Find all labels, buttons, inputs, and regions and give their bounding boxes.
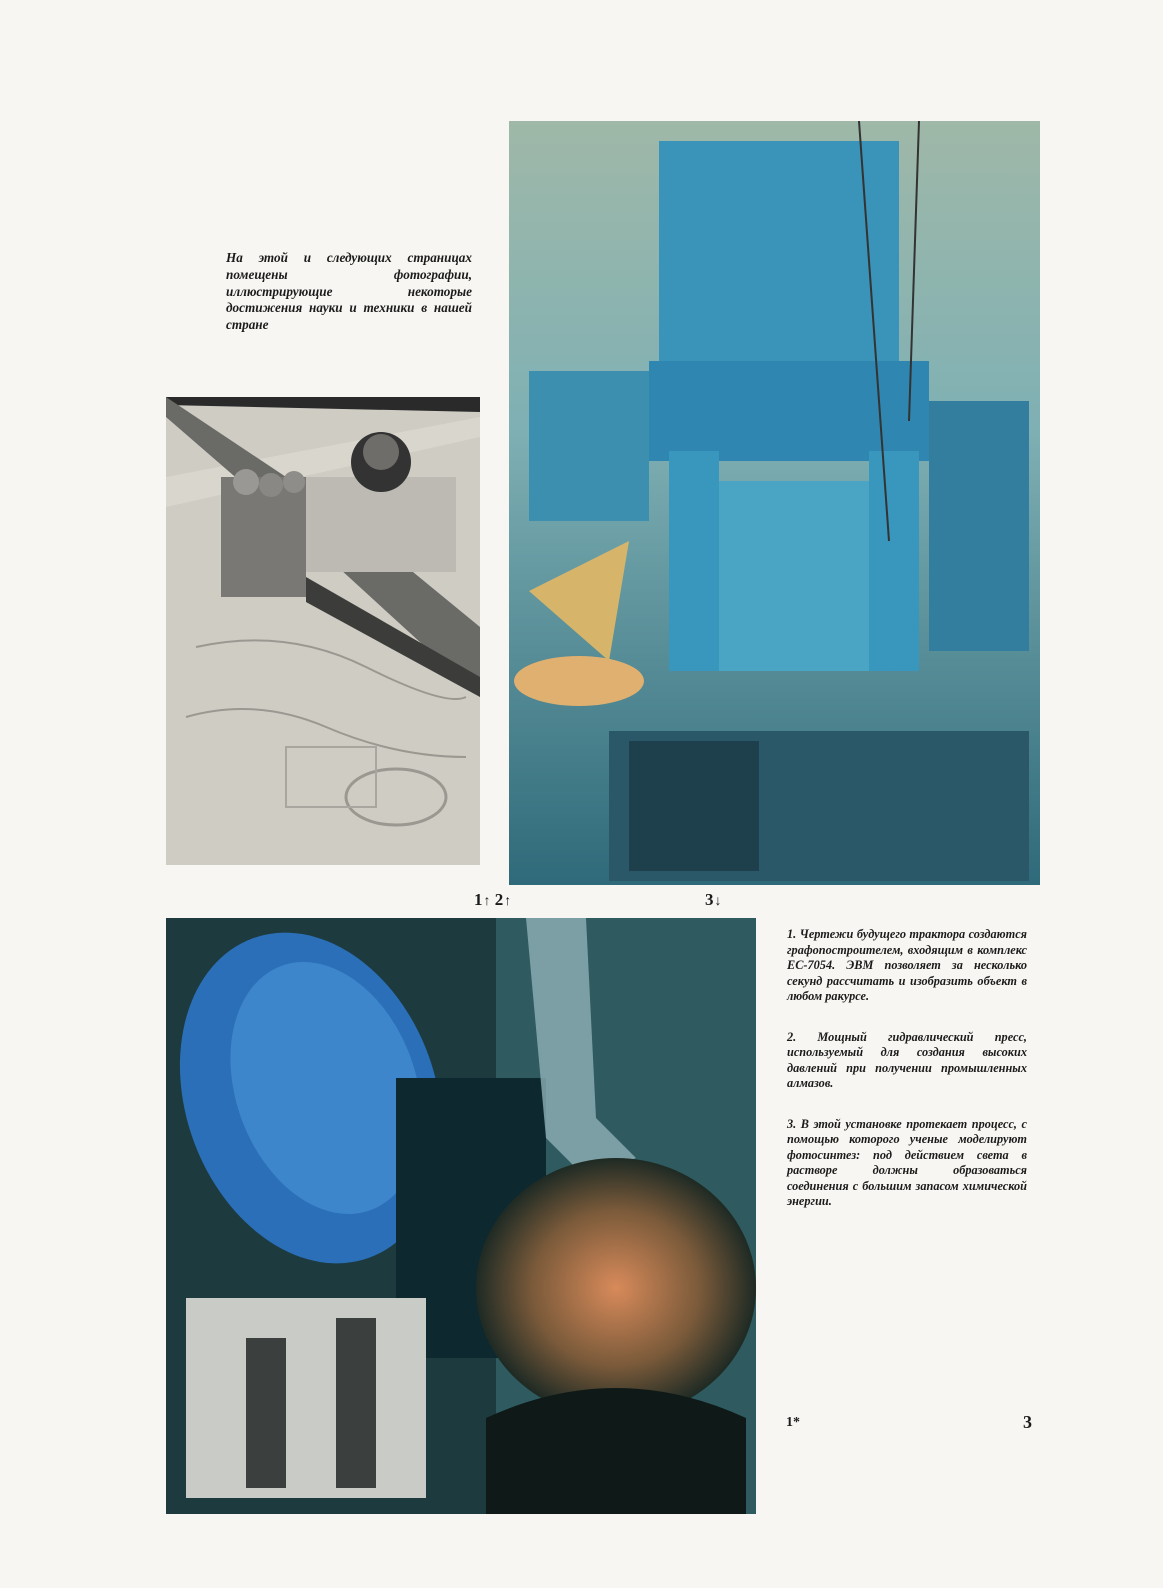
marker-2: 2 (494, 890, 504, 909)
photo-position-markers-1-2 (474, 890, 511, 910)
photo-position-marker-3 (705, 890, 722, 910)
caption-3: 3. В этой установке протекает процесс, с помощью которого ученые моделируют фотосинтез: под действием света в растворе должны образоваться соединения с большим запасом химической энергии. (787, 1116, 1027, 1208)
up-arrow-icon: ↑ (504, 894, 512, 909)
photo-photosynthesis-setup (166, 918, 756, 1514)
marker-3: 3 (705, 890, 714, 909)
intro-text: На этой и следующих страницах помещены фотографии, иллюстрирующие некоторые достижения науки и техники в нашей стране (226, 250, 472, 333)
caption-1: 1. Чертежи будущего трактора создаются графопостроителем, входящим в комплекс ЕС-7054. ЭВМ позволяет за несколько секунд рассчитать и изобразить объект в любом ракурсе. (787, 927, 1027, 1003)
marker-1: 1 (474, 890, 483, 909)
photo-hydraulic-press (509, 121, 1040, 885)
photo-captions (787, 927, 1027, 1235)
down-arrow-icon: ↓ (714, 894, 722, 909)
signature-mark: 1* (786, 1415, 800, 1430)
page-number: 3 (1023, 1412, 1032, 1432)
up-arrow-icon: ↑ (483, 894, 491, 909)
photo-plotter (166, 397, 480, 865)
caption-2: 2. Мощный гидравлический пресс, используемый для создания высоких давлений при получении промышленных алмазов. (787, 1029, 1027, 1090)
